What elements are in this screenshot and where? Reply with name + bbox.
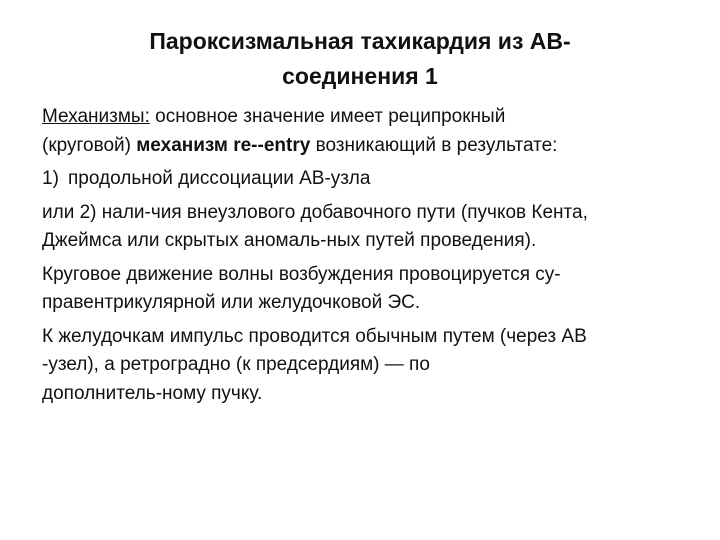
- text-line: К желудочкам импульс проводится обычным путем (через АВ: [42, 325, 587, 347]
- text-segment: (круговой): [42, 134, 137, 156]
- reentry-term: механизм re--entry: [136, 134, 311, 156]
- text-line: дополнитель-ному пучку.: [42, 382, 263, 404]
- text-line: [42, 132, 692, 161]
- text-line: Круговое движение волны возбуждения провоцируется су-: [42, 263, 561, 285]
- paragraph-mechanisms: [42, 103, 692, 160]
- text-line: Джеймса или скрытых аномаль-ных путей проведения).: [42, 230, 537, 251]
- title-line-1: Пароксизмальная тахикардия из АВ-: [149, 28, 571, 54]
- paragraph-circular-motion: [42, 261, 692, 318]
- text-line: -узел), а ретроградно (к предсердиям) — по: [42, 354, 430, 375]
- text-segment: продольной диссоциации АВ-узла: [68, 168, 371, 189]
- slide-title: [40, 24, 680, 94]
- text-line: или 2) нали-чия внеузлового добавочного пути (пучков Кента,: [42, 201, 588, 223]
- list-number: 1): [42, 168, 59, 189]
- text-line: правентрикулярной или желудочковой ЭС.: [42, 292, 421, 313]
- text-line: [42, 103, 692, 132]
- text-line: [42, 165, 692, 194]
- slide-body: [42, 103, 692, 413]
- paragraph-item-2: [42, 199, 692, 256]
- text-segment: основное значение имеет реципрокный: [149, 106, 506, 127]
- paragraph-conduction: [42, 323, 692, 409]
- title-line-2: соединения 1: [282, 63, 438, 89]
- paragraph-item-1: [42, 165, 692, 194]
- mechanisms-label: Механизмы:: [42, 106, 150, 127]
- text-segment: возникающий в результате:: [310, 134, 558, 156]
